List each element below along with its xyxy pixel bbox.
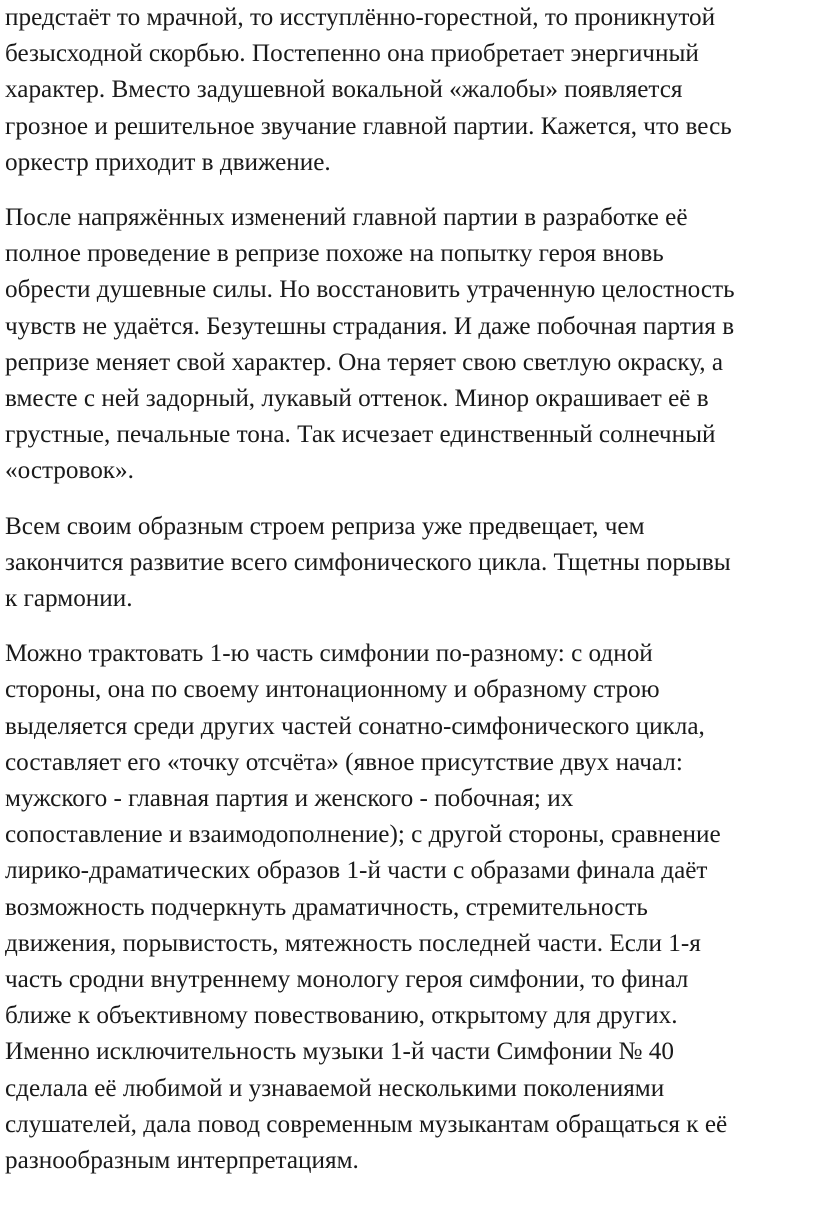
paragraph-3: Всем своим образным строем реприза уже предвещает, чем закончится развитие всего симфонического цикла. Тщетны порывы к гармонии. bbox=[5, 512, 731, 613]
paragraph-4: Можно трактовать 1-ю часть симфонии по-разному: с одной стороны, она по своему интонационному и образному строю выделяется среди других частей сонатно-симфонического цикла, составляет его «точку отсчёта» (явное присутствие двух начал: мужского - главная партия и женского - побочная; их сопоставление и взаимодополнение); с другой стороны, сравнение лирико-драматических образов 1-й части с образами финала даёт возможность подчеркнуть драматичность, стремительность движения, порывистость, мятежность последней части. Если 1-я часть сродни внутреннему монологу героя симфонии, то финал ближе к объективному повествованию, открытому для других. Именно исключительность музыки 1-й части Симфонии № 40 сделала её любимой и узнаваемой несколькими поколениями слушателей, дала повод современным музыкантам обращаться к её разнообразным интерпретациям. bbox=[5, 640, 728, 1175]
paragraph-2: После напряжённых изменений главной партии в разработке её полное проведение в репризе похоже на попытку героя вновь обрести душевные силы. Но восстановить утраченную целостность чувств не удаётся. Безутешны страдания. И даже побочная партия в репризе меняет свой характер. Она теряет свою светлую окраску, а вместе с ней задорный, лукавый оттенок. Минор окрашивает её в грустные, печальные тона. Так исчезает единственный солнечный «островок». bbox=[5, 204, 735, 485]
paragraph-1: предстаёт то мрачной, то исступлённо-горестной, то проникнутой безысходной скорбью. Постепенно она приобретает энергичный характер. Вместо задушевной вокальной «жалобы» появляется грозное и решительное звучание главной партии. Кажется, что весь оркестр приходит в движение. bbox=[5, 4, 732, 176]
